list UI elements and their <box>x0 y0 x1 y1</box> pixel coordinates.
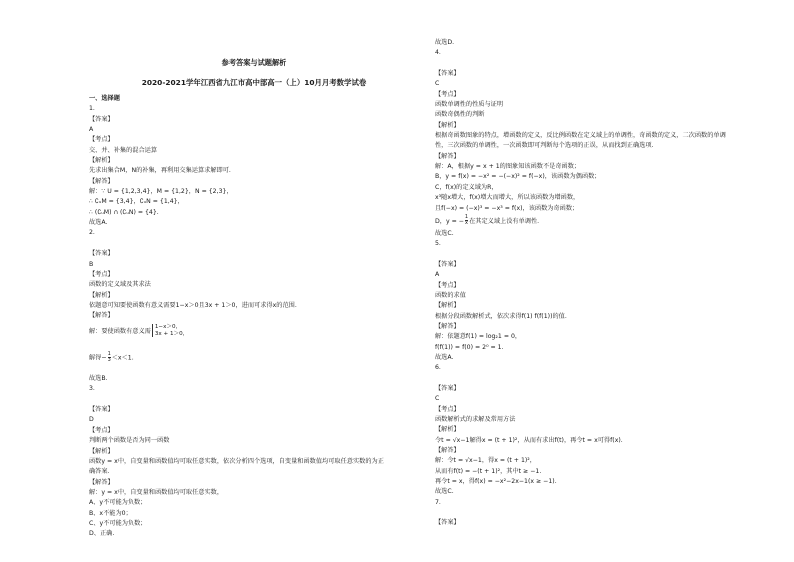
analysis-tag: 【解析】 <box>89 157 114 165</box>
left-column <box>89 94 419 540</box>
knowledge-point: 函数的定义域及其求法 <box>89 281 151 289</box>
right-column <box>435 38 765 529</box>
knowledge-point: 函数解析式的求解及常用方法 <box>435 416 516 424</box>
analysis-tag: 【解析】 <box>435 426 460 434</box>
question-number: 1. <box>89 105 95 113</box>
question-number: 2. <box>89 229 95 237</box>
knowledge-point-tag: 【考点】 <box>435 281 460 289</box>
answer-value: B <box>89 260 94 268</box>
solution-line: 且f(−x) = (−x)³ = −x³ = f(x)，该函数为奇函数； <box>435 204 579 212</box>
knowledge-point: 函数单调性的性质与证明 <box>435 101 504 109</box>
knowledge-point: 函数奇偶性的判断 <box>435 111 485 119</box>
analysis-text: 性，三次函数的单调性，一次函数即可判断每个选项的正误，从而找到正确选项. <box>435 142 654 150</box>
solution-line: 故选A. <box>435 353 454 361</box>
solution-line: D，y = − $\frac{1}{x}$ 在其定义域上没有单调性. <box>435 214 540 227</box>
solution-line: 故选B. <box>89 375 108 383</box>
solution-line: 从而有f(t) = −(t + 1)²，其中t ≥ −1. <box>435 467 542 475</box>
answer-value: A <box>89 126 94 134</box>
analysis-text: 函数y = x中，自变量和函数值均可取任意实数，依次分析四个选项，自变量和函数值均可取任意实数的为正 <box>89 457 384 465</box>
knowledge-point: 判断两个函数是否为同一函数 <box>89 437 170 445</box>
analysis-text: 令t = √x−1解得x = (t + 1)²，从而有求出f(t)，再令t = x可得f(x). <box>435 436 623 444</box>
fraction: $\frac{1}{x}$ <box>464 214 469 227</box>
analysis-text: 确答案. <box>89 468 110 476</box>
solution-line: 解得− $\frac{1}{3}$ ＜x＜1. <box>89 350 134 363</box>
solution-line: 解：y = x中，自变量和函数值均可取任意实数， <box>89 488 224 496</box>
knowledge-point-tag: 【考点】 <box>89 270 114 278</box>
solution-line: ∴ ∁ᵤM = {3,4}，∁ᵤN = {1,4}， <box>89 198 184 206</box>
answer-tag: 【答案】 <box>89 406 114 414</box>
solution-line: A、y不可能为负数； <box>89 499 147 507</box>
fraction: $\frac{1}{3}$ <box>107 350 111 363</box>
analysis-tag: 【解析】 <box>89 291 114 299</box>
page-title: 参考答案与试题解析 <box>221 58 287 67</box>
knowledge-point-tag: 【考点】 <box>89 136 114 144</box>
solution-line: 故选C. <box>435 229 454 237</box>
solution-line: 解：∵ U = {1,2,3,4}，M = {1,2}，N = {2,3}， <box>89 188 233 196</box>
solution-line: B、x不能为0； <box>89 509 132 517</box>
solution-tag: 【解答】 <box>89 478 114 486</box>
knowledge-point-tag: 【考点】 <box>435 405 460 413</box>
answer-value: A <box>435 271 440 279</box>
solution-line: 故选C. <box>435 488 454 496</box>
solution-line: 故选D. <box>435 39 455 46</box>
answer-value: C <box>435 395 440 403</box>
analysis-text: 根据分段函数解析式，依次求得f(1) f(f(1))的值. <box>435 312 567 320</box>
answer-tag: 【答案】 <box>89 250 114 258</box>
solution-line: ∴ (∁ᵤM) ∩ (∁ᵤN) = {4}. <box>89 208 159 216</box>
question-number: 4. <box>435 49 441 57</box>
solution-line: 解：令t = √x−1，得x = (t + 1)²， <box>435 457 536 465</box>
answer-tag: 【答案】 <box>435 260 460 268</box>
solution-tag: 【解答】 <box>89 177 114 185</box>
solution-line: 解：依题意f(1) = log₂1 = 0， <box>435 333 522 341</box>
answer-tag: 【答案】 <box>435 70 460 78</box>
solution-line: 解：要使函数有意义需 1−x＞0， 3x + 1＞0， <box>89 324 189 337</box>
question-number: 7. <box>435 498 441 506</box>
analysis-tag: 【解析】 <box>89 447 114 455</box>
solution-line: C、y不可能为负数； <box>89 519 147 527</box>
section-heading: 一、选择题 <box>89 95 120 102</box>
answer-value: C <box>435 80 440 88</box>
solution-line: 解：A，根据y = x + 1的图象知该函数不是奇函数； <box>435 163 581 171</box>
answer-tag: 【答案】 <box>89 115 114 123</box>
solution-line: B，y = f(x) = −x² = −(−x)² = f(−x)，该函数为偶函数； <box>435 173 601 181</box>
solution-line: D、正确. <box>89 530 115 538</box>
knowledge-point-tag: 【考点】 <box>89 426 114 434</box>
knowledge-point: 函数的求值 <box>435 291 466 299</box>
solution-tag: 【解答】 <box>435 322 460 330</box>
answer-tag: 【答案】 <box>435 519 460 527</box>
analysis-text: 先求出集合M，N的补集，再利用交集运算求解即可. <box>89 167 231 175</box>
solution-tag: 【解答】 <box>435 447 460 455</box>
exam-subtitle: 2020-2021学年江西省九江市高中部高一（上）10月月考数学试卷 <box>141 78 367 87</box>
solution-tag: 【解答】 <box>89 312 114 320</box>
analysis-tag: 【解析】 <box>435 302 460 310</box>
question-number: 3. <box>89 385 95 393</box>
knowledge-point-tag: 【考点】 <box>435 90 460 98</box>
question-number: 5. <box>435 240 441 248</box>
analysis-text: 根据奇函数图象的特点，增函数的定义，反比例函数在定义域上的单调性，奇函数的定义，二次函数的单调 <box>435 132 726 140</box>
solution-line: 再令t = x，得f(x) = −x²−2x−1(x ≥ −1). <box>435 478 557 486</box>
solution-line: 故选A. <box>89 219 108 227</box>
answer-tag: 【答案】 <box>435 385 460 392</box>
question-number: 6. <box>435 364 441 372</box>
solution-line: C，f(x)的定义域为R， <box>435 183 498 191</box>
knowledge-point: 交、并、补集的混合运算 <box>89 146 158 154</box>
answer-value: D <box>89 416 94 424</box>
analysis-tag: 【解析】 <box>435 121 460 129</box>
solution-line: f(f(1)) = f(0) = 2⁰ = 1. <box>435 343 504 351</box>
solution-line: x³随x增大，f(x)增大而增大，所以该函数为增函数， <box>435 194 580 202</box>
analysis-text: 依题意可知要使函数有意义需要1−x＞0且3x + 1＞0，进而可求得x的范围. <box>89 301 297 309</box>
solution-tag: 【解答】 <box>435 152 460 160</box>
inequality-system: 1−x＞0， 3x + 1＞0， <box>152 324 188 337</box>
